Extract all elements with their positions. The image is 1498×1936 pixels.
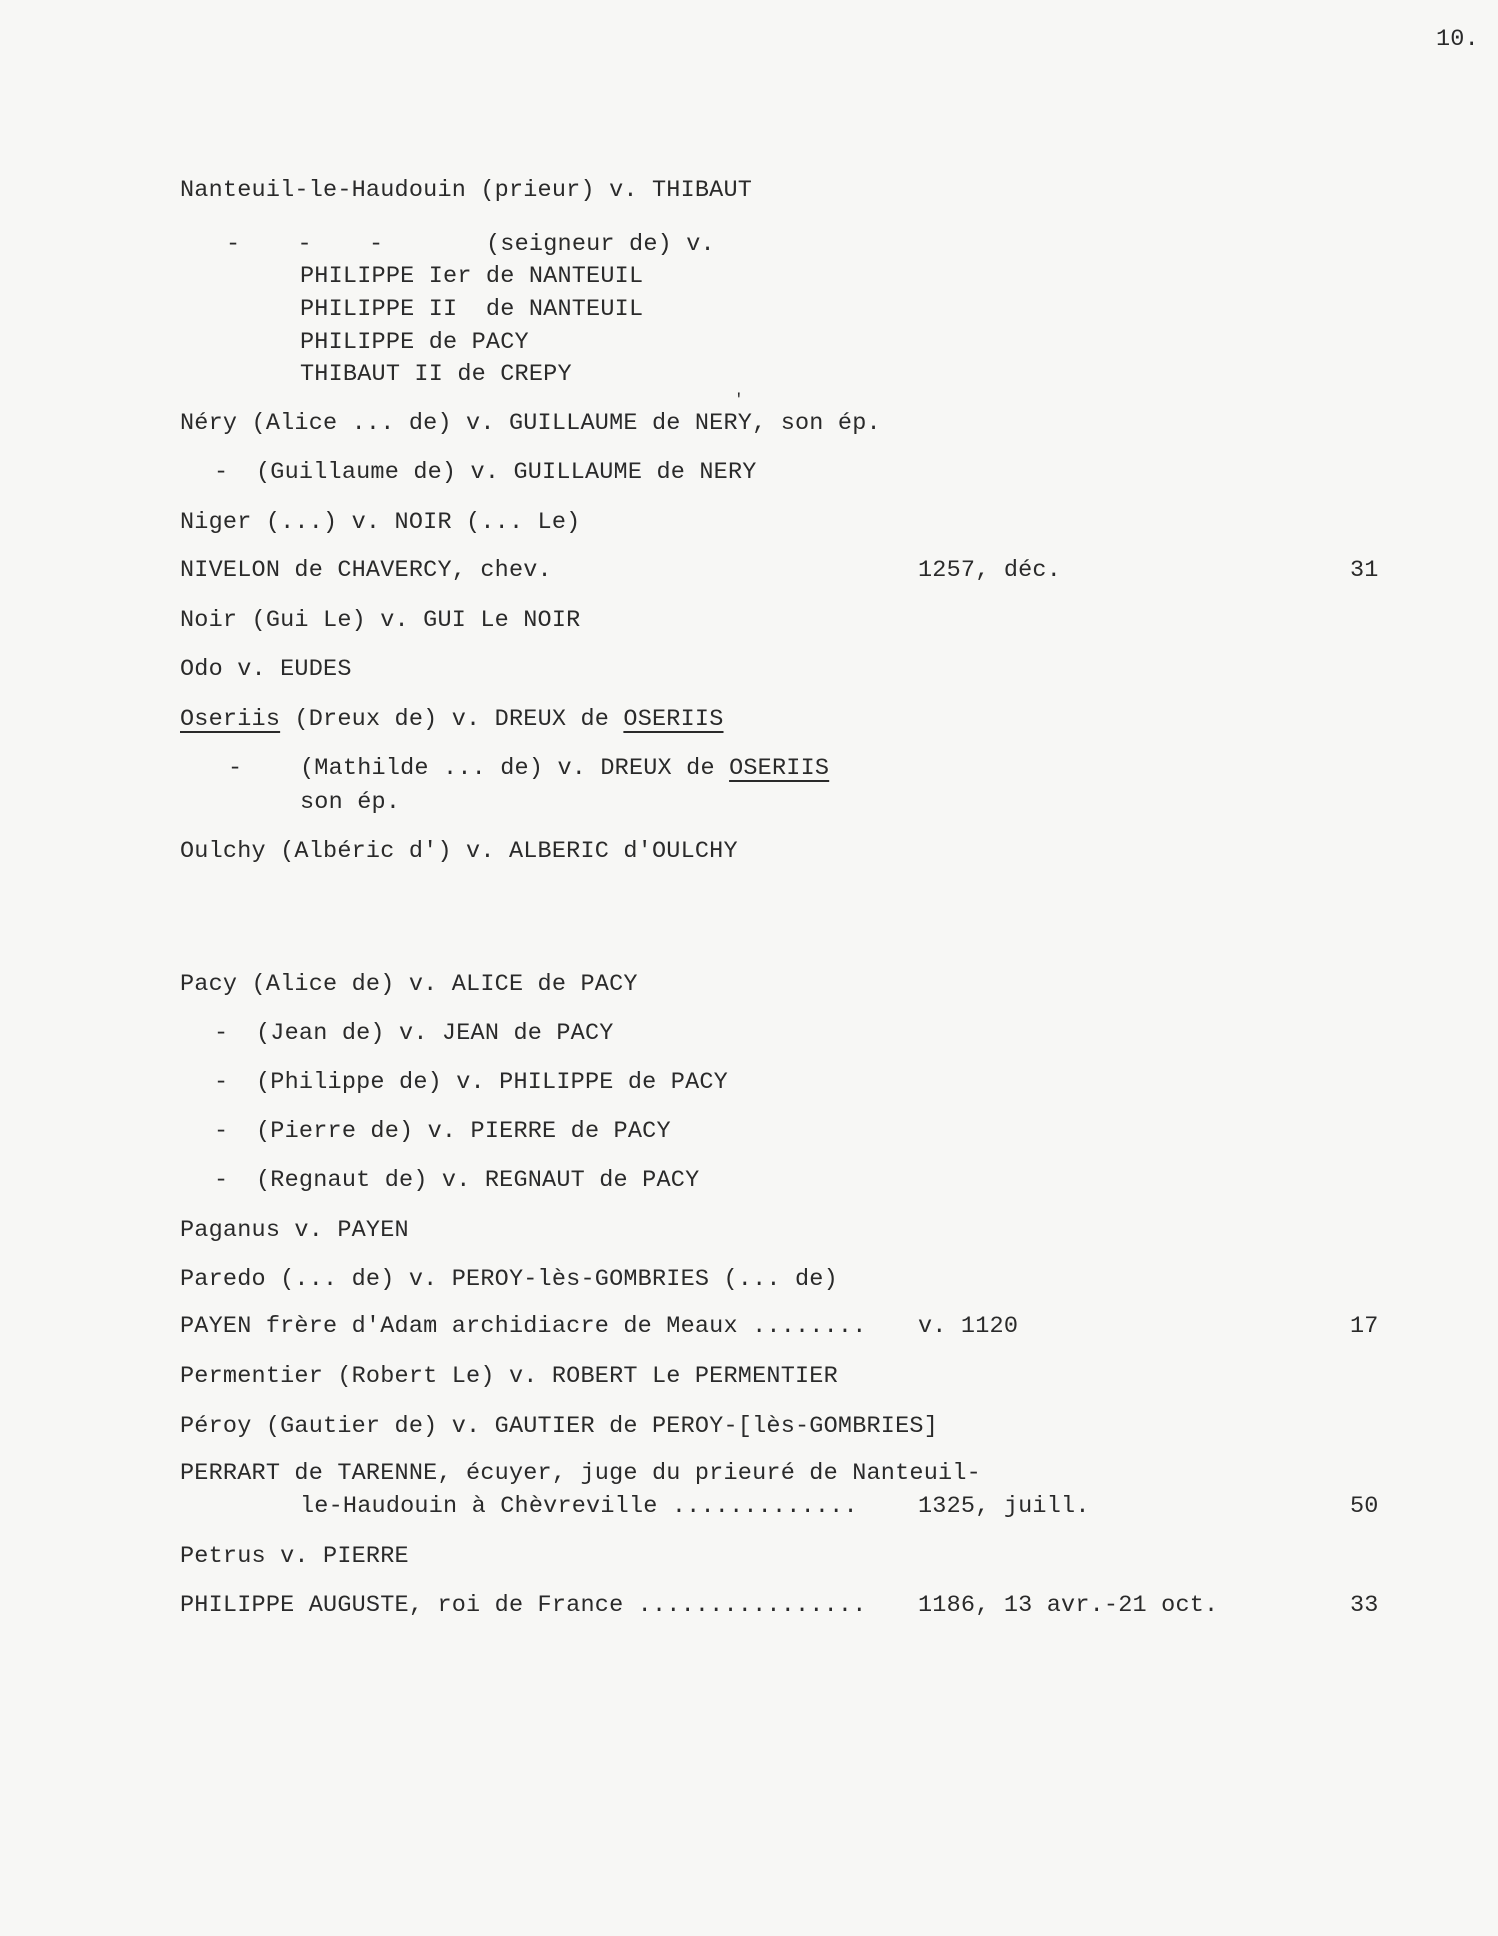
subentry: THIBAUT II de CREPY [300, 361, 572, 388]
entry-number: 33 [1350, 1592, 1379, 1619]
dash: - [214, 1069, 229, 1096]
entry-petrus: Petrus v. PIERRE [180, 1543, 409, 1570]
entry-paredo: Paredo (... de) v. PEROY-lès-GOMBRIES (... de) [180, 1266, 838, 1293]
entry-date: 1325, juill. [918, 1493, 1090, 1520]
entry-text: (Mathilde ... de) v. DREUX de [300, 755, 730, 782]
entry-number: 31 [1350, 557, 1379, 584]
entry-peroy: Péroy (Gautier de) v. GAUTIER de PEROY-[lès-GOMBRIES] [180, 1413, 939, 1440]
ditto-dashes: - - - [226, 231, 384, 258]
entry-pacy-alice: Pacy (Alice de) v. ALICE de PACY [180, 971, 638, 998]
entry-nanteuil-seigneur: (seigneur de) v. [486, 231, 715, 258]
entry-text: (Dreux de) v. DREUX de [280, 706, 624, 733]
entry-nivelon: NIVELON de CHAVERCY, chev. [180, 557, 552, 584]
entry-pacy-philippe: (Philippe de) v. PHILIPPE de PACY [256, 1069, 728, 1096]
entry-number: 17 [1350, 1313, 1379, 1340]
entry-philippe-auguste: PHILIPPE AUGUSTE, roi de France ................ [180, 1592, 867, 1619]
entry-odo: Odo v. EUDES [180, 656, 352, 683]
underlined-name: OSERIIS [623, 706, 724, 733]
dash: - [228, 755, 243, 782]
entry-nanteuil-prieur: Nanteuil-le-Haudouin (prieur) v. THIBAUT [180, 177, 753, 204]
dash: - [214, 1118, 229, 1145]
subentry: PHILIPPE de PACY [300, 329, 529, 356]
underlined-name: Oseriis [180, 706, 281, 733]
entry-payen: PAYEN frère d'Adam archidiacre de Meaux ........ [180, 1313, 867, 1340]
entry-pacy-jean: (Jean de) v. JEAN de PACY [256, 1020, 614, 1047]
dash: - [214, 1167, 229, 1194]
entry-permentier: Permentier (Robert Le) v. ROBERT Le PERMENTIER [180, 1363, 838, 1390]
entry-perrart: PERRART de TARENNE, écuyer, juge du prieuré de Nanteuil- [180, 1460, 981, 1487]
dash: - [214, 459, 229, 486]
entry-noir: Noir (Gui Le) v. GUI Le NOIR [180, 607, 581, 634]
entry-oseriis-dreux [180, 706, 724, 734]
underlined-name: OSERIIS [729, 755, 830, 782]
entry-date: v. 1120 [918, 1313, 1019, 1340]
entry-niger: Niger (...) v. NOIR (... Le) [180, 509, 581, 536]
entry-number: 50 [1350, 1493, 1379, 1520]
entry-date: 1186, 13 avr.-21 oct. [918, 1592, 1219, 1619]
entry-paganus: Paganus v. PAYEN [180, 1217, 409, 1244]
entry-pacy-regnaut: (Regnaut de) v. REGNAUT de PACY [256, 1167, 700, 1194]
entry-oulchy: Oulchy (Albéric d') v. ALBERIC d'OULCHY [180, 838, 738, 865]
accent-mark: ' [734, 391, 744, 409]
dash: - [214, 1020, 229, 1047]
entry-date: 1257, déc. [918, 557, 1062, 584]
entry-pacy-pierre: (Pierre de) v. PIERRE de PACY [256, 1118, 671, 1145]
entry-nery-guillaume: (Guillaume de) v. GUILLAUME de NERY [256, 459, 757, 486]
subentry: PHILIPPE II de NANTEUIL [300, 296, 644, 323]
subentry: PHILIPPE Ier de NANTEUIL [300, 263, 644, 290]
entry-oseriis-mathilde [300, 755, 829, 783]
page-number: 10. [1436, 26, 1479, 53]
entry-continuation: son ép. [300, 789, 401, 816]
entry-nery-alice: Néry (Alice ... de) v. GUILLAUME de NERY, son ép. [180, 410, 881, 437]
entry-continuation: le-Haudouin à Chèvreville ............. [300, 1493, 858, 1520]
